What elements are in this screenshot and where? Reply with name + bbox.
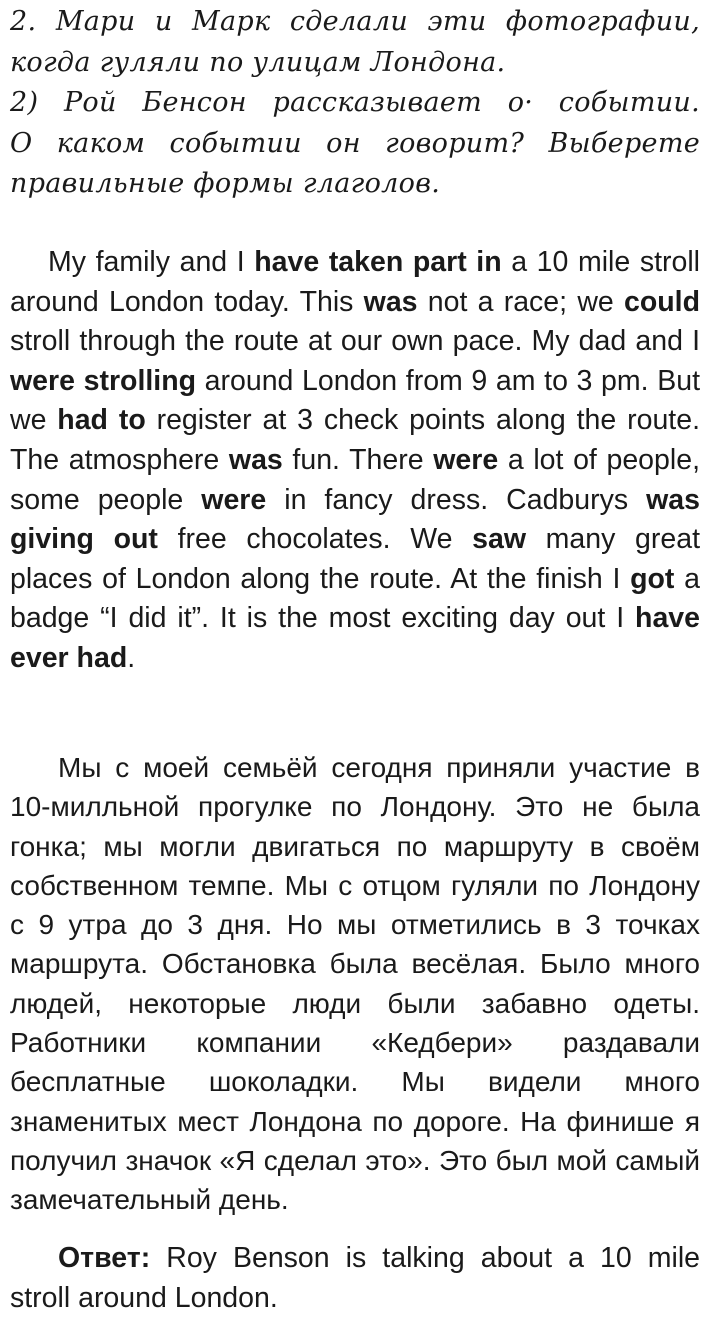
verb-form: were [201,483,267,516]
russian-translation: Мы с моей семьёй сегодня приняли участие в 10-милльной прогулке по Лондону. Это не была гонка; мы могли двигаться по маршруту в своём собственном темпе. Мы с отцом гуляли по Лондону с 9 утра до 3 дня. Но мы отметились в 3 точках маршрута. Обстановка была весёлая. Было много людей, некоторые люди были забавно одеты. Работники компании «Кедбери» раздавали бесплатные шоколадки. Мы видели много знаменитых мест Лондона по дороге. На финише я получил значок «Я сделал это». Это был мой самый замечательный день. [10,752,700,1216]
task-line: 2. Мари и Марк сделали эти фотографии, [10,6,700,37]
verb-form: were [433,443,499,476]
verb-form: have taken part in [254,246,502,278]
english-text: not a race; we [417,285,624,318]
english-paragraph [10,243,700,679]
verb-form: was [363,285,418,318]
english-text: . [127,641,136,674]
english-text: a badge “I did it”. It is the most exciting day out I [10,562,700,635]
answer-paragraph [10,1238,700,1318]
english-text: a lot of people, some people [10,443,700,516]
verb-form: have ever had [10,602,700,674]
verb-form: had to [57,404,146,437]
answer-text: Roy Benson is talking about a 10 mile stroll around London. [10,1242,700,1314]
task-line: 2) Рой Бенсон рассказывает о· событии. [10,87,700,118]
task-line: когда гуляли по улицам Лондона. [10,46,506,78]
verb-form: was giving out [10,483,700,556]
english-text: around London from 9 am to 3 pm. But we [10,364,700,437]
verb-form: was [228,443,283,476]
english-text: many great places of London along the route. At the finish I [10,523,701,595]
answer-label: Ответ: [58,1242,151,1274]
task-line: О каком событии он говорит? Выберете [10,127,700,159]
verb-form: could [624,285,700,318]
english-text: stroll through the route at our own pace. My dad and I [10,325,700,358]
verb-form: got [630,562,675,595]
english-text: fun. There [282,443,434,476]
english-text: My family and I [48,246,255,278]
verb-form: saw [472,523,526,556]
english-text: in fancy dress. Cadburys [266,483,647,516]
task-line: правильные формы глаголов. [10,168,441,199]
task-instructions [10,0,700,205]
english-text: free chocolates. We [157,523,473,556]
english-text: register at 3 check points along the route. The atmosphere [10,404,700,476]
textbook-page [10,0,701,1314]
english-text: a 10 mile stroll around London today. This [10,246,700,318]
verb-form: were strolling [10,364,197,397]
